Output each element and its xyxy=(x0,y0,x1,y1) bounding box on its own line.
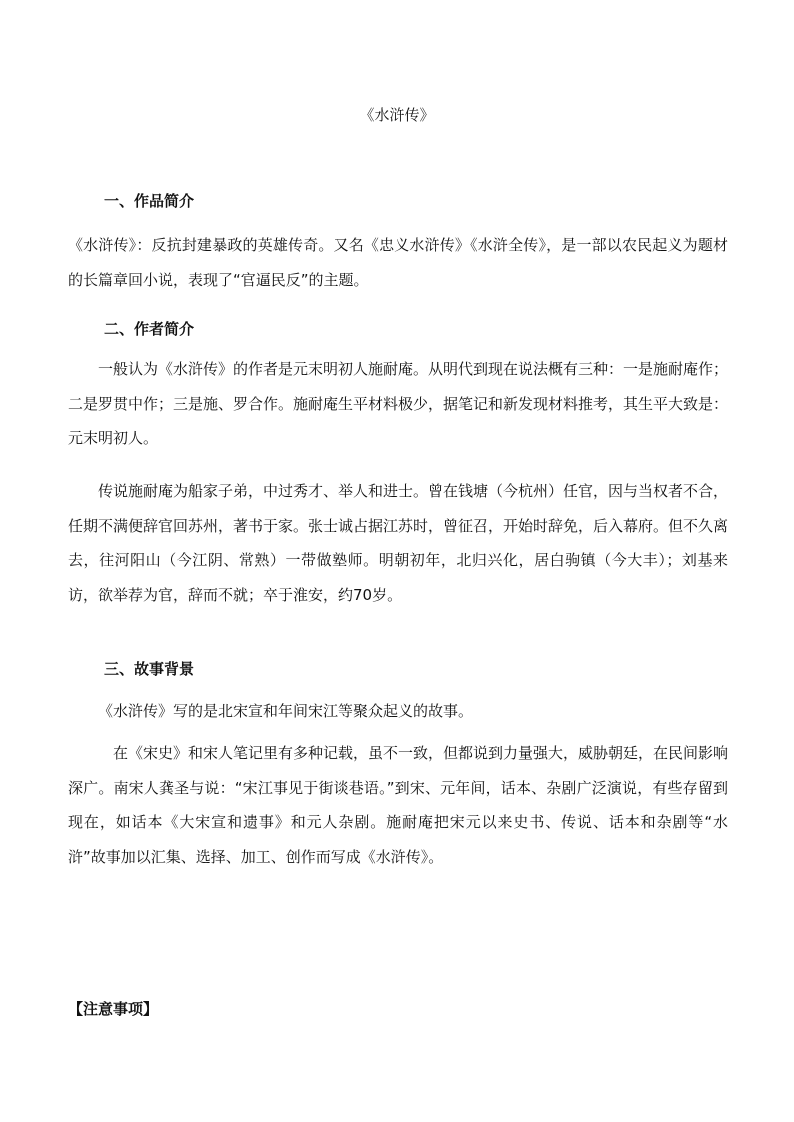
paragraph-background-2: 在《宋史》和宋人笔记里有多种记载，虽不一致，但都说到力量强大，威胁朝廷，在民间影响深广。南宋人龚圣与说：“宋江事见于街谈巷语。”到宋、元年间，话本、杂剧广泛演说，有些存留到现在，如话本《大宋宣和遗事》和元人杂剧。施耐庵把宋元以来史书、传说、话本和杂剧等“水浒”故事加以汇集、选择、加工、创作而写成《水浒传》。 xyxy=(68,744,729,866)
section-heading-story-background: 三、故事背景 xyxy=(104,660,195,678)
section-heading-work-intro: 一、作品简介 xyxy=(104,192,195,210)
paragraph-author-1: 一般认为《水浒传》的作者是元末明初人施耐庵。从明代到现在说法概有三种：一是施耐庵作；二是罗贯中作；三是施、罗合作。施耐庵生平材料极少，据笔记和新发现材料推考，其生平大致是：元末明初人。 xyxy=(68,360,729,447)
paragraph-work-intro: 《水浒传》：反抗封建暴政的英雄传奇。又名《忠义水浒传》《水浒全传》，是一部以农民起义为题材的长篇章回小说，表现了“官逼民反”的主题。 xyxy=(68,236,728,289)
paragraph-author-2: 传说施耐庵为船家子弟，中过秀才、举人和进士。曾在钱塘（今杭州）任官，因与当权者不合，任期不满便辞官回苏州，著书于家。张士诚占据江苏时，曾征召，开始时辞免，后入幕府。但不久离去，往河阳山（今江阴、常熟）一带做塾师。明朝初年，北归兴化，居白驹镇（今大丰）；刘基来访，欲举荐为官，辞而不就；卒于淮安，约70岁。 xyxy=(68,482,729,604)
section-heading-author-intro: 二、作者简介 xyxy=(104,320,195,338)
paragraph-background-1: 《水浒传》写的是北宋宣和年间宋江等聚众起义的故事。 xyxy=(98,702,474,720)
notice-heading: 【注意事项】 xyxy=(68,1000,159,1018)
document-title: 《水浒传》 xyxy=(359,106,435,124)
